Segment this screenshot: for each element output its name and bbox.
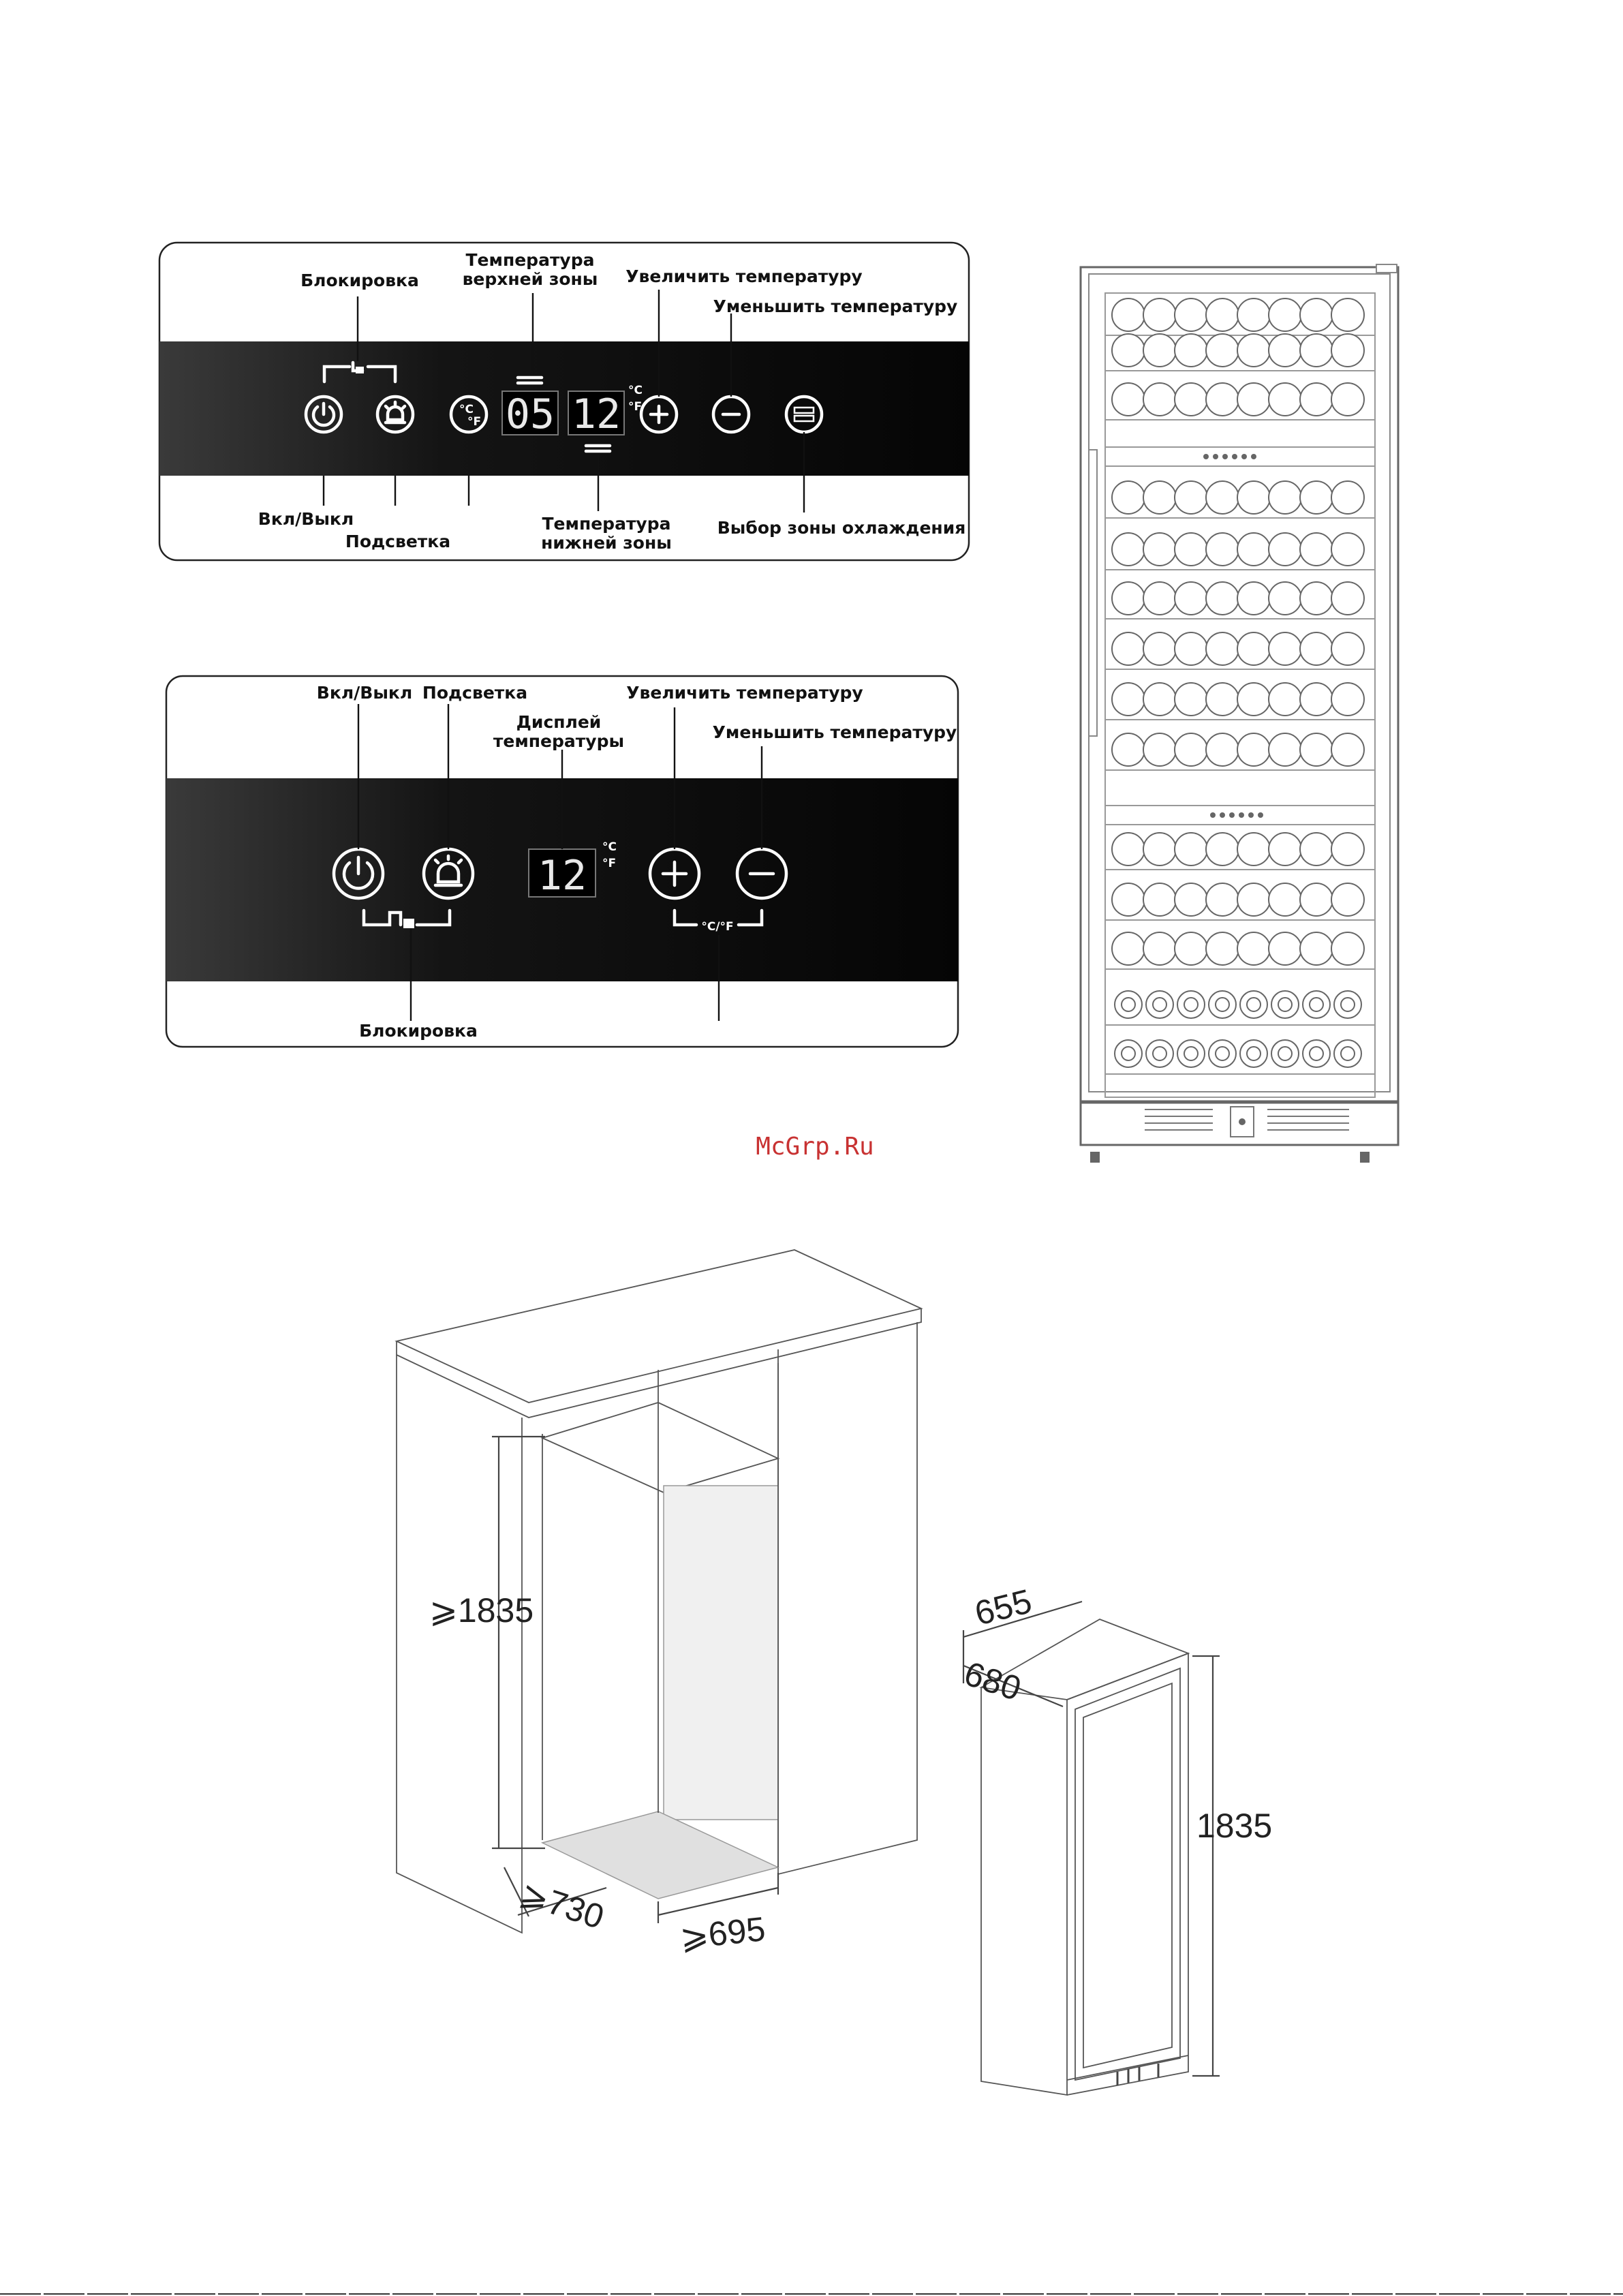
wine-bottle — [1269, 582, 1301, 615]
wine-bottle — [1175, 932, 1207, 965]
wine-bottle-neck — [1153, 1047, 1166, 1060]
wine-bottle — [1143, 582, 1176, 615]
wine-bottle — [1237, 833, 1270, 866]
wine-bottle — [1143, 683, 1176, 716]
wine-bottle — [1300, 683, 1333, 716]
label-lock: Блокировка — [300, 271, 419, 290]
wine-bottle-neck — [1216, 1047, 1229, 1060]
unit-toggle-label: °C/°F — [701, 920, 734, 934]
wine-bottle — [1300, 833, 1333, 866]
temperature-value: 12 — [537, 852, 587, 900]
niche-depth: ⩾730 — [515, 1873, 609, 1937]
wine-bottle — [1175, 683, 1207, 716]
svg-text:°C: °C — [459, 403, 474, 416]
divider-indicator-dot — [1241, 454, 1247, 459]
wine-bottle — [1331, 683, 1364, 716]
divider-indicator-dot — [1203, 454, 1209, 459]
unit-f-indicator: °F — [602, 857, 617, 870]
wine-bottle — [1300, 383, 1333, 416]
wine-bottle — [1143, 883, 1176, 916]
wine-bottle — [1300, 299, 1333, 331]
wine-bottle — [1269, 481, 1301, 514]
wine-bottle — [1300, 533, 1333, 566]
unit-f-indicator: °F — [628, 400, 643, 414]
wine-bottle — [1175, 833, 1207, 866]
appliance-width: 655 — [971, 1582, 1036, 1633]
wine-bottle — [1269, 733, 1301, 766]
wine-bottle — [1143, 334, 1176, 367]
wine-bottle — [1206, 733, 1239, 766]
wine-bottle — [1269, 334, 1301, 367]
label-light: Подсветка — [422, 683, 528, 703]
wine-bottle — [1112, 883, 1145, 916]
wine-bottle — [1300, 932, 1333, 965]
wine-bottle — [1143, 632, 1176, 665]
wine-bottle — [1300, 481, 1333, 514]
wine-bottle — [1300, 632, 1333, 665]
wine-bottle — [1300, 582, 1333, 615]
wine-bottle — [1300, 334, 1333, 367]
wine-bottle — [1112, 833, 1145, 866]
wine-bottle — [1175, 481, 1207, 514]
unit-c-indicator: °C — [602, 840, 617, 854]
appliance-dimension-diagram — [960, 1582, 1273, 2095]
wine-bottle — [1175, 334, 1207, 367]
wine-bottle — [1112, 481, 1145, 514]
wine-bottle — [1175, 883, 1207, 916]
divider-indicator-dot — [1239, 812, 1244, 818]
wine-bottle — [1331, 533, 1364, 566]
wine-bottle — [1112, 683, 1145, 716]
wine-bottle-neck — [1122, 1047, 1135, 1060]
label-increase-temp: Увеличить температуру — [625, 266, 863, 286]
niche-height: ⩾1835 — [429, 1591, 534, 1629]
niche-width: ⩾695 — [678, 1910, 767, 1957]
control-panel-single-zone — [166, 676, 958, 1047]
wine-bottle — [1237, 733, 1270, 766]
wine-bottle — [1331, 334, 1364, 367]
wine-bottle — [1237, 683, 1270, 716]
label-increase-temp: Увеличить температуру — [626, 683, 863, 703]
zone-divider — [1105, 447, 1375, 466]
wine-bottle — [1269, 883, 1301, 916]
divider-indicator-dot — [1222, 454, 1228, 459]
wine-bottle — [1143, 533, 1176, 566]
wine-bottle — [1112, 383, 1145, 416]
installation-niche-diagram — [397, 1250, 921, 1957]
wine-bottle — [1237, 632, 1270, 665]
watermark: McGrp.Ru — [756, 1133, 874, 1161]
label-power: Вкл/Выкл — [258, 509, 354, 529]
wine-bottle — [1300, 733, 1333, 766]
wine-cabinet-front-view — [1081, 264, 1398, 1163]
wine-bottle — [1175, 632, 1207, 665]
appliance-height: 1835 — [1196, 1807, 1273, 1845]
divider-indicator-dot — [1232, 454, 1237, 459]
label-power: Вкл/Выкл — [316, 683, 413, 703]
wine-bottle — [1112, 533, 1145, 566]
wine-bottle — [1112, 299, 1145, 331]
wine-bottle — [1269, 383, 1301, 416]
wine-bottle — [1331, 582, 1364, 615]
wine-bottle-neck — [1247, 998, 1261, 1011]
wine-bottle — [1331, 383, 1364, 416]
wine-bottle — [1269, 299, 1301, 331]
wine-bottle — [1206, 932, 1239, 965]
wine-bottle — [1237, 481, 1270, 514]
wine-bottle-neck — [1341, 1047, 1355, 1060]
wine-bottle — [1175, 383, 1207, 416]
wine-bottle — [1206, 481, 1239, 514]
wine-bottle — [1269, 683, 1301, 716]
divider-indicator-dot — [1229, 812, 1235, 818]
wine-bottle-neck — [1247, 1047, 1261, 1060]
divider-indicator-dot — [1210, 812, 1216, 818]
upper-zone-value: 05 — [505, 391, 555, 438]
wine-bottle — [1269, 932, 1301, 965]
wine-bottle-neck — [1184, 1047, 1198, 1060]
wine-bottle — [1269, 833, 1301, 866]
upper-zone-display — [502, 391, 558, 438]
control-panel-dual-zone — [159, 243, 969, 560]
wine-bottle — [1112, 632, 1145, 665]
lower-zone-value: 12 — [571, 391, 621, 438]
wine-bottle — [1331, 299, 1364, 331]
label-lower-zone-temp: Температура нижней зоны — [541, 514, 672, 553]
wine-bottle — [1269, 632, 1301, 665]
wine-bottle — [1237, 932, 1270, 965]
wine-bottle — [1331, 932, 1364, 965]
wine-bottle — [1143, 733, 1176, 766]
wine-bottle-neck — [1122, 998, 1135, 1011]
wine-bottle-neck — [1310, 998, 1323, 1011]
wine-bottle — [1206, 683, 1239, 716]
wine-bottle-neck — [1184, 998, 1198, 1011]
wine-bottle-neck — [1153, 998, 1166, 1011]
divider-indicator-dot — [1213, 454, 1218, 459]
wine-bottle — [1331, 481, 1364, 514]
wine-bottle — [1269, 533, 1301, 566]
appliance-depth: 680 — [959, 1654, 1026, 1709]
wine-bottle — [1112, 932, 1145, 965]
label-light: Подсветка — [345, 532, 451, 551]
wine-bottle — [1206, 299, 1239, 331]
wine-bottle — [1206, 383, 1239, 416]
wine-bottle — [1112, 334, 1145, 367]
wine-bottle-neck — [1278, 998, 1292, 1011]
wine-bottle — [1143, 833, 1176, 866]
wine-bottle — [1175, 582, 1207, 615]
wine-bottle — [1206, 533, 1239, 566]
wine-bottle-neck — [1341, 998, 1355, 1011]
wine-bottle — [1300, 883, 1333, 916]
wine-bottle-neck — [1310, 1047, 1323, 1060]
wine-bottle — [1206, 334, 1239, 367]
label-upper-zone-temp: Температура верхней зоны — [462, 250, 598, 289]
label-lock: Блокировка — [359, 1021, 478, 1041]
wine-bottle — [1331, 833, 1364, 866]
wine-bottle — [1331, 733, 1364, 766]
wine-bottle — [1206, 833, 1239, 866]
wine-bottle — [1206, 582, 1239, 615]
wine-bottle — [1237, 533, 1270, 566]
wine-bottle — [1331, 632, 1364, 665]
wine-bottle — [1143, 383, 1176, 416]
wine-bottle — [1175, 733, 1207, 766]
wine-bottle — [1237, 883, 1270, 916]
wine-bottle — [1206, 632, 1239, 665]
wine-bottle — [1143, 932, 1176, 965]
divider-indicator-dot — [1251, 454, 1256, 459]
label-decrease-temp: Уменьшить температуру — [713, 296, 958, 316]
label-decrease-temp: Уменьшить температуру — [712, 722, 957, 742]
wine-bottle — [1206, 883, 1239, 916]
label-display: Дисплей температуры — [493, 712, 625, 751]
wine-bottle — [1237, 582, 1270, 615]
wine-bottle-neck — [1278, 1047, 1292, 1060]
wine-bottle — [1331, 883, 1364, 916]
wine-bottle — [1143, 481, 1176, 514]
wine-bottle — [1175, 533, 1207, 566]
divider-indicator-dot — [1248, 812, 1254, 818]
wine-bottle — [1112, 733, 1145, 766]
wine-bottle — [1112, 582, 1145, 615]
label-zone-select: Выбор зоны охлаждения — [717, 518, 966, 538]
divider-indicator-dot — [1220, 812, 1225, 818]
wine-bottle — [1237, 334, 1270, 367]
wine-bottle — [1143, 299, 1176, 331]
divider-indicator-dot — [1258, 812, 1263, 818]
unit-c-indicator: °C — [628, 384, 643, 397]
wine-bottle — [1237, 299, 1270, 331]
wine-bottle-neck — [1216, 998, 1229, 1011]
wine-bottle — [1175, 299, 1207, 331]
wine-bottle — [1237, 383, 1270, 416]
svg-text:°F: °F — [467, 415, 482, 429]
